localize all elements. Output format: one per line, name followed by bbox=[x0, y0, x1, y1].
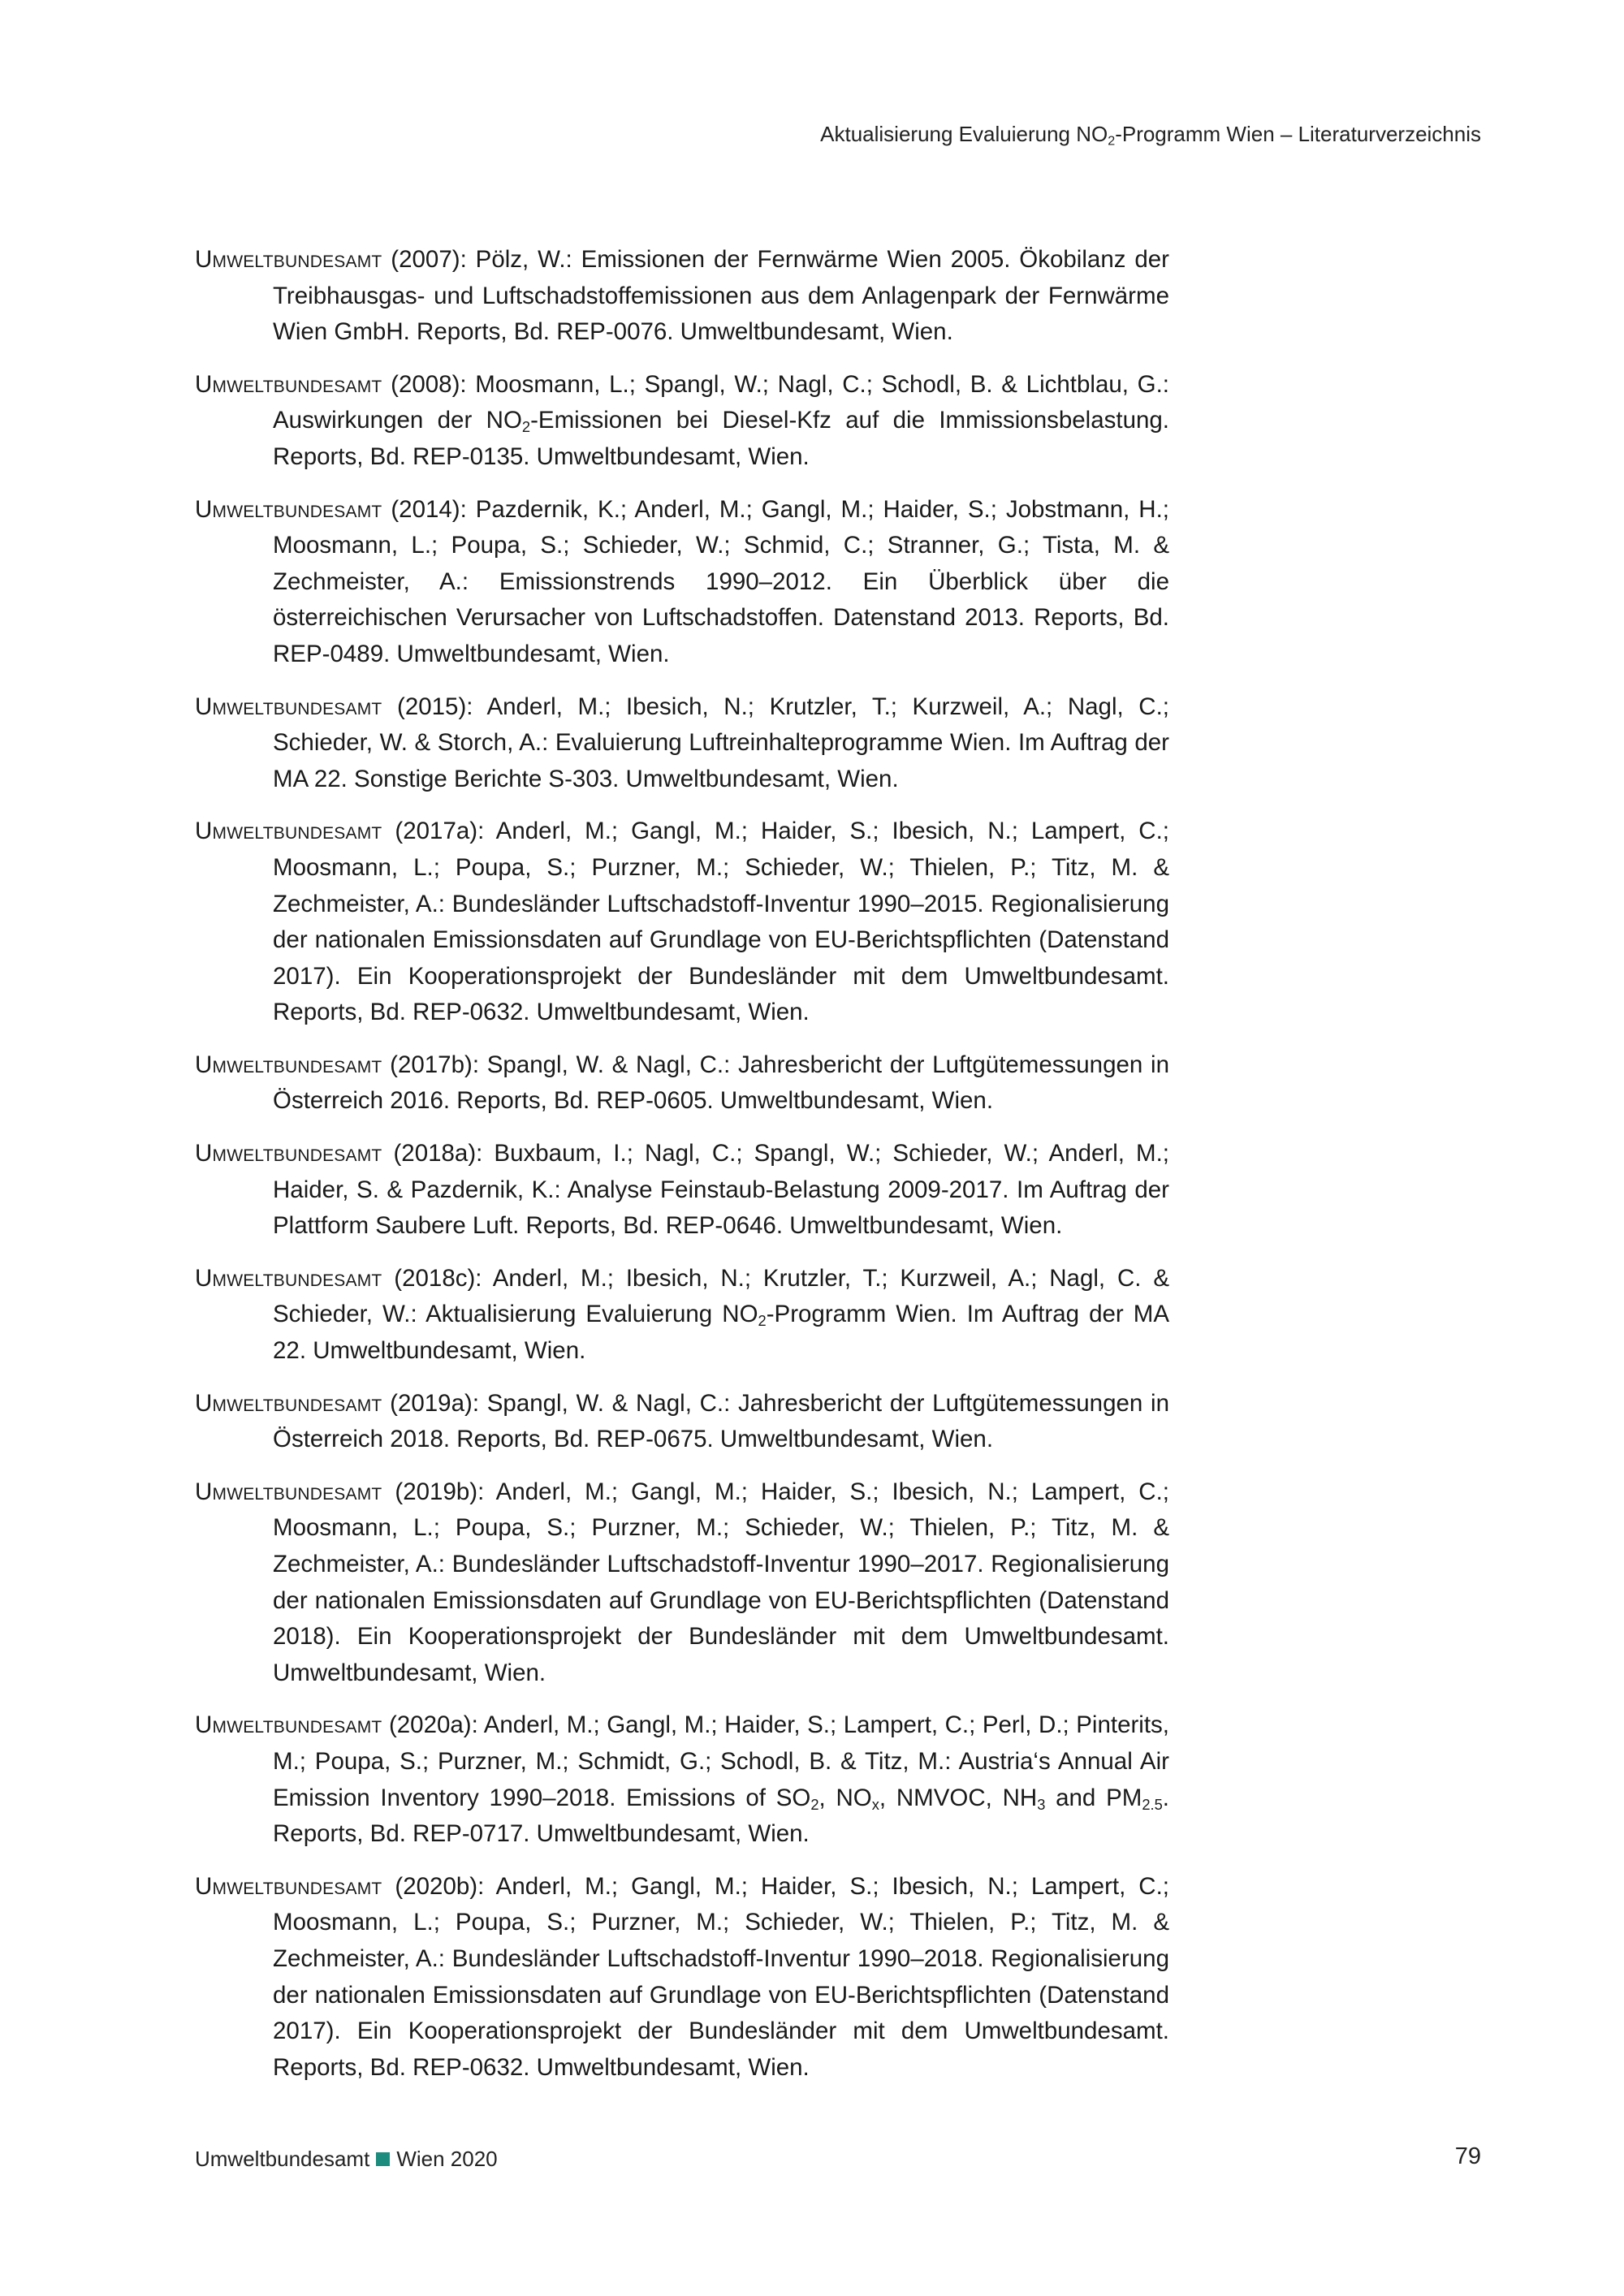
reference-author: Umweltbundesamt bbox=[195, 1140, 382, 1167]
reference-entry: Umweltbundesamt (2014): Pazdernik, K.; Anderl, M.; Gangl, M.; Haider, S.; Jobstmann, H.; Moosmann, L.; Poupa, S.; Schieder, W.; Schmid, C.; Stranner, G.; Tista, M. & Zechmeister, A.: Emissionstrends 1990–2012. Ein Überblick über die österreichischen Verursacher von Luftschadstoffen. Datenstand 2013. Reports, Bd. REP-0489. Umweltbundesamt, Wien. bbox=[195, 495, 1169, 667]
reference-author: Umweltbundesamt bbox=[195, 370, 382, 398]
reference-author: Umweltbundesamt bbox=[195, 246, 382, 273]
reference-list bbox=[195, 242, 1169, 2102]
reference-entry: Umweltbundesamt (2018c): Anderl, M.; Ibesich, N.; Krutzler, T.; Kurzweil, A.; Nagl, C. & Schieder, W.: Aktualisierung Evaluierung $NO_2$-Programm Wien. Im Auftrag der MA 22. Umweltbundesamt, Wien. bbox=[195, 1264, 1170, 1365]
reference-author: Umweltbundesamt bbox=[195, 495, 382, 523]
reference-author: Umweltbundesamt bbox=[195, 1872, 382, 1900]
reference-entry: Umweltbundesamt (2020b): Anderl, M.; Gangl, M.; Haider, S.; Ibesich, N.; Lampert, C.; Moosmann, L.; Poupa, S.; Purzner, M.; Schieder, W.; Thielen, P.; Titz, M. & Zechmeister, A.: Bundesländer Luftschadstoff-Inventur 1990–2018. Regionalisierung der nationalen Emissionsdaten auf Grundlage von EU-Berichtspflichten (Datenstand 2017). Ein Kooperationsprojekt der Bundesländer mit dem Umweltbundesamt. Reports, Bd. REP-0632. Umweltbundesamt, Wien. bbox=[195, 1872, 1169, 2081]
reference-entry: Umweltbundesamt (2017a): Anderl, M.; Gangl, M.; Haider, S.; Ibesich, N.; Lampert, C.; Moosmann, L.; Poupa, S.; Purzner, M.; Schieder, W.; Thielen, P.; Titz, M. & Zechmeister, A.: Bundesländer Luftschadstoff-Inventur 1990–2015. Regionalisierung der nationalen Emissionsdaten auf Grundlage von EU-Berichtspflichten (Datenstand 2017). Ein Kooperationsprojekt der Bundesländer mit dem Umweltbundesamt. Reports, Bd. REP-0632. Umweltbundesamt, Wien. bbox=[195, 818, 1169, 1026]
reference-author: Umweltbundesamt bbox=[195, 1264, 382, 1292]
running-header: Aktualisierung Evaluierung $NO_2$-Programm Wien – Literaturverzeichnis bbox=[820, 122, 1481, 149]
reference-entry: Umweltbundesamt (2019b): Anderl, M.; Gangl, M.; Haider, S.; Ibesich, N.; Lampert, C.; Moosmann, L.; Poupa, S.; Purzner, M.; Schieder, W.; Thielen, P.; Titz, M. & Zechmeister, A.: Bundesländer Luftschadstoff-Inventur 1990–2017. Regionalisierung der nationalen Emissionsdaten auf Grundlage von EU-Berichtspflichten (Datenstand 2018). Ein Kooperationsprojekt der Bundesländer mit dem Umweltbundesamt. Umweltbundesamt, Wien. bbox=[195, 1478, 1169, 1686]
reference-author: Umweltbundesamt bbox=[195, 1478, 382, 1505]
page-number: 79 bbox=[1454, 2143, 1481, 2169]
footer-org: Umweltbundesamt bbox=[195, 2147, 370, 2171]
reference-entry: Umweltbundesamt (2015): Anderl, M.; Ibesich, N.; Krutzler, T.; Kurzweil, A.; Nagl, C.; Schieder, W. & Storch, A.: Evaluierung Luftreinhalteprogramme Wien. Im Auftrag der MA 22. Sonstige Berichte S-303. Umweltbundesamt, Wien. bbox=[195, 693, 1169, 792]
reference-author: Umweltbundesamt bbox=[195, 1711, 382, 1739]
reference-entry: Umweltbundesamt (2007): Pölz, W.: Emissionen der Fernwärme Wien 2005. Ökobilanz der Treibhausgas- und Luftschadstoffemissionen aus dem Anlagenpark der Fernwärme Wien GmbH. Reports, Bd. REP-0076. Umweltbundesamt, Wien. bbox=[195, 246, 1169, 346]
reference-entry: Umweltbundesamt (2018a): Buxbaum, I.; Nagl, C.; Spangl, W.; Schieder, W.; Anderl, M.; Haider, S. & Pazdernik, K.: Analyse Feinstaub-Belastung 2009-2017. Im Auftrag der Plattform Saubere Luft. Reports, Bd. REP-0646. Umweltbundesamt, Wien. bbox=[195, 1140, 1169, 1240]
square-bullet-icon bbox=[376, 2152, 390, 2166]
reference-author: Umweltbundesamt bbox=[195, 693, 382, 720]
footer-publisher bbox=[195, 2147, 498, 2172]
reference-entry: Umweltbundesamt (2017b): Spangl, W. & Nagl, C.: Jahresbericht der Luftgütemessungen in Österreich 2016. Reports, Bd. REP-0605. Umweltbundesamt, Wien. bbox=[195, 1051, 1169, 1115]
footer-place-year: Wien 2020 bbox=[396, 2147, 498, 2171]
reference-entry: Umweltbundesamt (2008): Moosmann, L.; Spangl, W.; Nagl, C.; Schodl, B. & Lichtblau, G.: Auswirkungen der $NO_2$-Emissionen bei Diesel-Kfz auf die Immissionsbelastung. Reports, Bd. REP-0135. Umweltbundesamt, Wien. bbox=[195, 370, 1169, 470]
reference-author: Umweltbundesamt bbox=[195, 1051, 382, 1078]
reference-entry: Umweltbundesamt (2019a): Spangl, W. & Nagl, C.: Jahresbericht der Luftgütemessungen in Österreich 2018. Reports, Bd. REP-0675. Umweltbundesamt, Wien. bbox=[195, 1389, 1169, 1453]
reference-entry: Umweltbundesamt (2020a): Anderl, M.; Gangl, M.; Haider, S.; Lampert, C.; Perl, D.; Pinterits, M.; Poupa, S.; Purzner, M.; Schmidt, G.; Schodl, B. & Titz, M.: Austria‘s Annual Air Emission Inventory 1990–2018. Emissions of $SO_2$, $NO_x$, NMVOC, $NH_3$ and $PM_{2.5}$. Reports, Bd. REP-0717. Umweltbundesamt, Wien. bbox=[195, 1711, 1169, 1848]
reference-author: Umweltbundesamt bbox=[195, 818, 382, 845]
reference-author: Umweltbundesamt bbox=[195, 1389, 382, 1417]
